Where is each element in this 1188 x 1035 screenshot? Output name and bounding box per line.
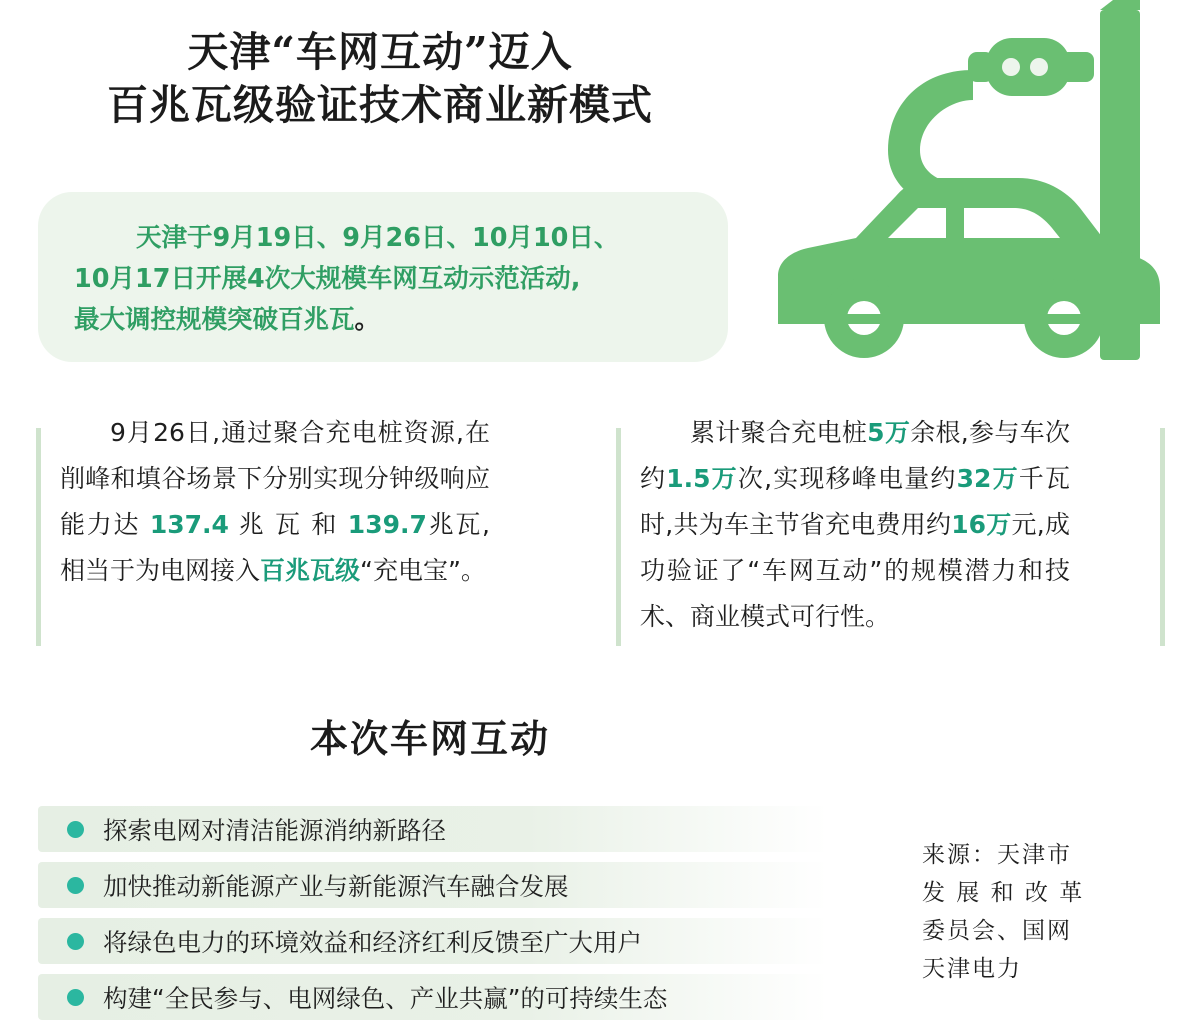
left-seg-1: 9月26日,通过聚合充电桩资源,在削峰和填谷场景下分别实现分钟级响应能力达 xyxy=(60,418,490,539)
callout-line-3 xyxy=(74,300,696,341)
page-title-line-1: 天津“车网互动”迈入 xyxy=(187,28,573,76)
list-item-label: 构建“全民参与、电网绿色、产业共赢”的可持续生态 xyxy=(103,983,668,1013)
callout-text xyxy=(74,218,696,341)
right-number-4: 16万 xyxy=(951,510,1012,539)
right-seg-5: 元,成功验证了“车网互动”的规模潜力和技术、商业模式可行性。 xyxy=(640,510,1070,631)
list-item xyxy=(38,862,828,908)
left-seg-3: 兆瓦,相当于为电网接入 xyxy=(60,510,490,585)
paragraph-left xyxy=(60,410,490,594)
list-item-label: 加快推动新能源产业与新能源汽车融合发展 xyxy=(103,871,569,901)
left-seg-4: “充电宝”。 xyxy=(360,556,486,585)
right-number-1: 5万 xyxy=(867,418,911,447)
column-divider-left xyxy=(36,428,41,646)
bullet-dot-icon xyxy=(67,933,84,950)
paragraph-right xyxy=(640,410,1070,640)
source-line-1: 来源：天津市 xyxy=(922,842,1072,868)
bullet-dot-icon xyxy=(67,821,84,838)
right-number-3: 32万 xyxy=(956,464,1019,493)
left-green-term: 百兆瓦级 xyxy=(260,556,361,585)
section-heading: 本次车网互动 xyxy=(309,716,550,761)
callout-line-1: 天津于9月19日、9月26日、10月10日、 xyxy=(136,223,620,253)
left-seg-2: 兆 瓦 和 xyxy=(228,510,348,539)
right-seg-2: 余根,参与车次约 xyxy=(640,418,1070,493)
right-seg-1: 累计聚合充电桩 xyxy=(690,418,868,447)
column-divider-middle xyxy=(616,428,621,646)
page-title-line-2: 百兆瓦级验证技术商业新模式 xyxy=(107,81,653,129)
bullet-dot-icon xyxy=(67,877,84,894)
ev-car-charging-illustration xyxy=(768,0,1188,400)
right-seg-4: 千瓦时,共为车主节省充电费用约 xyxy=(640,464,1070,539)
list-item xyxy=(38,806,828,852)
callout-line-3-green: 最大调控规模突破百兆瓦 xyxy=(74,305,355,335)
right-number-2: 1.5万 xyxy=(666,464,738,493)
source-line-3: 委员会、国网 xyxy=(922,918,1072,944)
right-seg-3: 次,实现移峰电量约 xyxy=(737,464,957,493)
bullet-dot-icon xyxy=(67,989,84,1006)
callout-line-2: 10月17日开展4次大规模车网互动示范活动, xyxy=(74,264,581,294)
list-item-label: 将绿色电力的环境效益和经济红利反馈至广大用户 xyxy=(103,927,642,957)
source-line-4: 天津电力 xyxy=(922,956,1022,982)
source-line-2: 发 展 和 改 革 xyxy=(922,880,1085,906)
source-note xyxy=(922,836,1122,988)
column-divider-right xyxy=(1160,428,1165,646)
list-item-label: 探索电网对清洁能源消纳新路径 xyxy=(103,815,446,845)
callout-box xyxy=(38,192,728,362)
left-number-2: 139.7 xyxy=(347,510,427,539)
callout-line-3-dark: 。 xyxy=(354,305,381,335)
list-item xyxy=(38,974,828,1020)
list-item xyxy=(38,918,828,964)
bullet-list xyxy=(38,806,828,1030)
left-number-1: 137.4 xyxy=(149,510,229,539)
page-title xyxy=(0,26,760,132)
